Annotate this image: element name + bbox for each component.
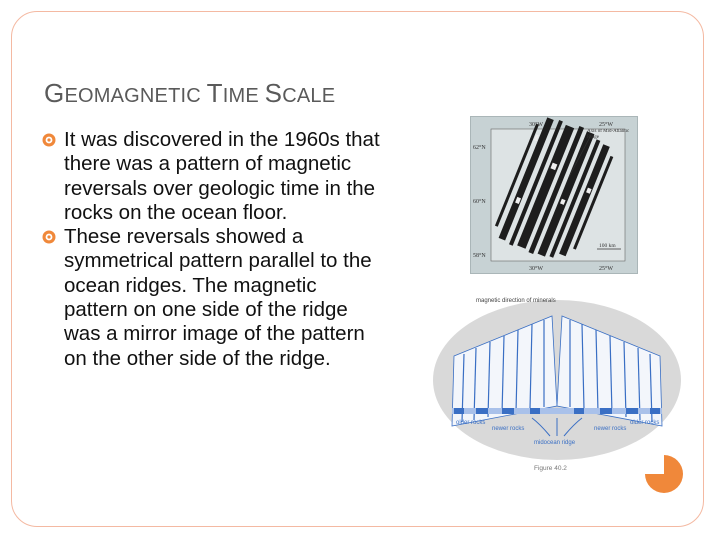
- bullet-item: [42, 128, 382, 225]
- magnetic-anomaly-map: [470, 116, 638, 274]
- title-initial: S: [264, 78, 283, 108]
- map-scale: 100 km: [599, 243, 616, 249]
- map-lon-top-right: 25°W: [599, 122, 614, 128]
- bullet-icon: [42, 133, 56, 147]
- map-graphic: [471, 117, 637, 273]
- midocean-ridge-label: midocean ridge: [534, 440, 576, 446]
- bullet-list: [42, 128, 382, 371]
- older-rocks-right: older rocks: [630, 420, 660, 426]
- ridge-top-label: magnetic direction of minerals: [476, 298, 556, 304]
- title-rest: EOMAGNETIC: [64, 85, 207, 107]
- bullet-icon: [42, 230, 56, 244]
- bullet-text: It was discovered in the 1960s that there was a pattern of magnetic reversals over geologic time in the rocks on the ocean floor.: [64, 128, 380, 224]
- map-lat-bottom: 58°N: [473, 253, 486, 259]
- bullet-item: [42, 225, 382, 371]
- title-rest: IME: [222, 85, 265, 107]
- ridge-graphic: [432, 296, 682, 476]
- map-axis-label: Axis of Mid-Atlantic Ridge: [587, 129, 630, 140]
- map-lat-mid: 60°N: [473, 199, 486, 205]
- map-lon-bottom-left: 30°W: [529, 266, 544, 272]
- title-rest: CALE: [282, 85, 336, 107]
- title-initial: G: [44, 78, 65, 108]
- map-lon-bottom-right: 25°W: [599, 266, 614, 272]
- title-initial: T: [206, 78, 223, 108]
- older-rocks-left: older rocks: [456, 420, 486, 426]
- decorative-circle-icon: [645, 455, 683, 493]
- slide-title: [44, 78, 335, 109]
- ridge-diagram: [432, 296, 682, 476]
- newer-rocks-right: newer rocks: [594, 426, 627, 432]
- map-lon-top-left: 30°W: [529, 122, 544, 128]
- bullet-text: These reversals showed a symmetrical pattern parallel to the ocean ridges. The magnetic pattern on one side of the ridge was a mirror image of the pattern on the other side of the ridge.: [64, 225, 372, 370]
- figure-caption: Figure 40.2: [534, 465, 567, 472]
- map-lat-top: 62°N: [473, 145, 486, 151]
- newer-rocks-left: newer rocks: [492, 426, 525, 432]
